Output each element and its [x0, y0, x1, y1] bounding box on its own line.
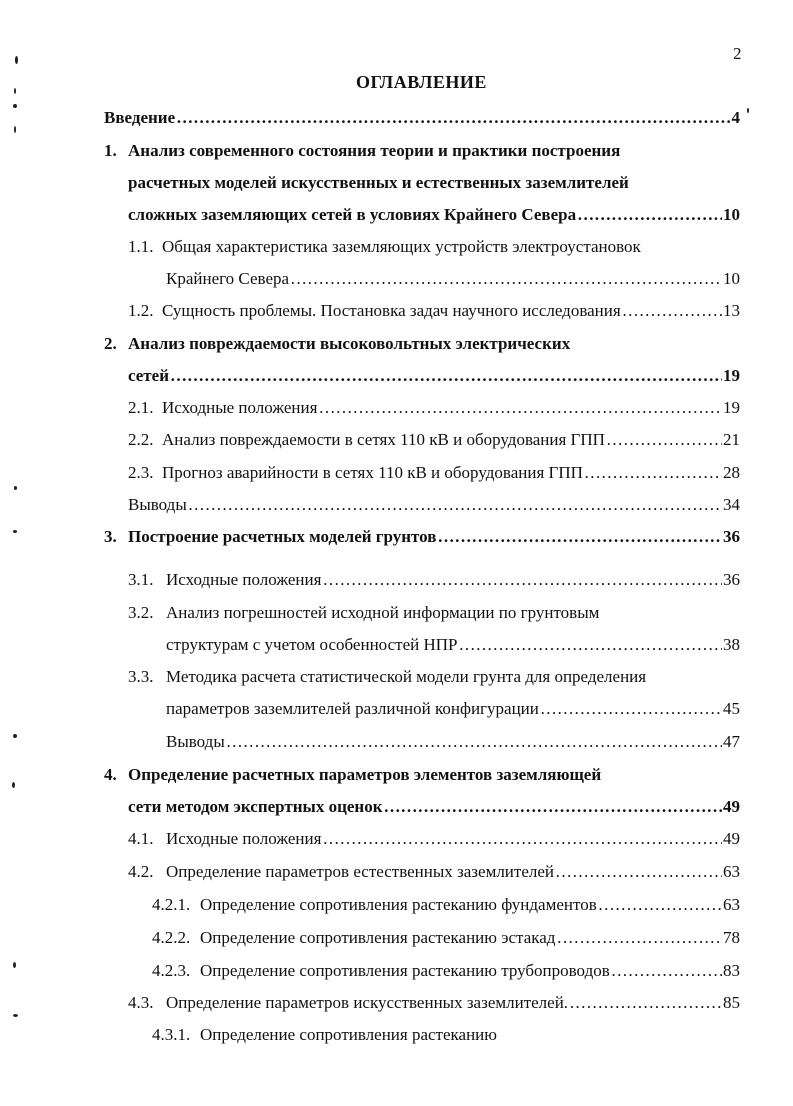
leader-dots — [556, 927, 722, 949]
toc-page-number: 85 — [723, 993, 740, 1012]
toc-page-number: 10 — [723, 205, 740, 224]
toc-section-2-2-number: 2.2. — [128, 430, 154, 449]
toc-section-4-2-1-number: 4.2.1. — [152, 895, 191, 914]
scan-speck — [13, 530, 17, 533]
toc-page-number: 13 — [723, 301, 740, 320]
toc-entry-text: сложных заземляющих сетей в условиях Крайнего Севера — [128, 205, 577, 224]
toc-entry-text: сетей — [128, 366, 169, 385]
scan-speck — [13, 1014, 18, 1017]
toc-chapter-4-line-2[interactable] — [128, 796, 740, 818]
leader-dots — [322, 828, 722, 850]
scan-speck — [15, 56, 18, 64]
toc-section-4-2-3-number: 4.2.3. — [152, 961, 191, 980]
toc-entry-text: Прогноз аварийности в сетях 110 кВ и оборудования ГПП — [162, 463, 583, 482]
toc-section-4-3-1[interactable]: Определение сопротивления растеканию — [200, 1025, 497, 1044]
toc-page-number: 36 — [723, 527, 740, 546]
leader-dots — [622, 300, 722, 322]
toc-page-number: 45 — [723, 699, 740, 718]
toc-section-1-1-number: 1.1. — [128, 237, 154, 256]
toc-section-3-1[interactable] — [166, 569, 740, 591]
scan-speck — [14, 88, 16, 94]
scan-speck — [12, 782, 15, 788]
scan-speck — [13, 104, 17, 108]
toc-section-2-1-number: 2.1. — [128, 398, 154, 417]
toc-section-4-3-1-number: 4.3.1. — [152, 1025, 191, 1044]
toc-chapter-2-line-1[interactable]: Анализ повреждаемости высоковольтных электрических — [128, 334, 571, 353]
toc-entry-text: Введение — [104, 108, 176, 127]
toc-section-4-3[interactable] — [166, 992, 740, 1014]
toc-chapter-2-number: 2. — [104, 334, 117, 353]
leader-dots — [384, 796, 723, 818]
toc-entry-text: структурам с учетом особенностей НПР — [166, 635, 458, 654]
leader-dots — [611, 960, 722, 982]
toc-page-number: 34 — [723, 495, 740, 514]
leader-dots — [322, 569, 722, 591]
toc-section-3-2-line-1[interactable]: Анализ погрешностей исходной информации по грунтовым — [166, 603, 600, 622]
leader-dots — [458, 634, 722, 656]
toc-entry-text: Сущность проблемы. Постановка задач научного исследования — [162, 301, 621, 320]
leader-dots — [555, 861, 722, 883]
toc-section-3-3-line-1[interactable]: Методика расчета статистической модели грунта для определения — [166, 667, 647, 686]
toc-section-3-3-line-2[interactable] — [166, 698, 740, 720]
toc-page-number: 78 — [723, 928, 740, 947]
toc-page-number: 19 — [723, 398, 740, 417]
toc-section-1-2[interactable] — [162, 300, 740, 322]
toc-chapter-3-number: 3. — [104, 527, 117, 546]
toc-chapter-2-line-2[interactable] — [128, 365, 740, 387]
toc-page-number: 83 — [723, 961, 740, 980]
leader-dots — [188, 494, 722, 516]
toc-page-number: 19 — [723, 366, 740, 385]
toc-entry-text: Определение сопротивления растеканию трубопроводов — [200, 961, 610, 980]
toc-chapter-4-line-1[interactable]: Определение расчетных параметров элементов заземляющей — [128, 765, 602, 784]
toc-chapter-4-number: 4. — [104, 765, 117, 784]
toc-section-4-2-2[interactable] — [200, 927, 740, 949]
toc-entry-text: сети методом экспертных оценок — [128, 797, 383, 816]
toc-entry-text: Анализ повреждаемости в сетях 110 кВ и оборудования ГПП — [162, 430, 605, 449]
toc-chapter-1-line-3[interactable] — [128, 204, 740, 226]
toc-section-4-1-number: 4.1. — [128, 829, 154, 848]
toc-section-4-2-number: 4.2. — [128, 862, 154, 881]
page-number: 2 — [733, 44, 742, 63]
leader-dots — [176, 107, 730, 129]
toc-section-1-2-number: 1.2. — [128, 301, 154, 320]
toc-entry-text: Исходные положения — [162, 398, 318, 417]
toc-entry-text: Выводы — [166, 732, 225, 751]
leader-dots — [569, 992, 722, 1014]
leader-dots — [318, 397, 722, 419]
toc-section-3-2-number: 3.2. — [128, 603, 154, 622]
leader-dots — [577, 204, 722, 226]
toc-chapter-1-line-2[interactable]: расчетных моделей искусственных и естественных заземлителей — [128, 173, 629, 192]
scan-speck — [13, 734, 17, 738]
toc-chapter-1-number: 1. — [104, 141, 117, 160]
toc-section-3-3-number: 3.3. — [128, 667, 154, 686]
toc-section-3-2-line-2[interactable] — [166, 634, 740, 656]
scan-speck — [747, 108, 749, 113]
leader-dots — [437, 526, 722, 548]
toc-entry-intro[interactable] — [104, 107, 740, 129]
toc-entry-text: Выводы — [128, 495, 187, 514]
toc-page-number: 28 — [723, 463, 740, 482]
toc-page-number: 4 — [731, 108, 740, 127]
toc-chapter-3[interactable] — [128, 526, 740, 548]
leader-dots — [290, 268, 722, 290]
toc-page-number: 36 — [723, 570, 740, 589]
toc-entry-text: Определение сопротивления растеканию эстакад — [200, 928, 556, 947]
toc-entry-text: Определение сопротивления растеканию фундаментов — [200, 895, 597, 914]
toc-section-2-3-number: 2.3. — [128, 463, 154, 482]
toc-section-2-2[interactable] — [162, 429, 740, 451]
toc-section-1-1-line-1[interactable]: Общая характеристика заземляющих устройств электроустановок — [162, 237, 641, 256]
toc-section-4-2[interactable] — [166, 861, 740, 883]
toc-section-4-1[interactable] — [166, 828, 740, 850]
toc-entry-text: Исходные положения — [166, 829, 322, 848]
toc-entry-text: Крайнего Севера — [166, 269, 290, 288]
leader-dots — [540, 698, 722, 720]
toc-section-2-1[interactable] — [162, 397, 740, 419]
toc-section-4-3-number: 4.3. — [128, 993, 154, 1012]
leader-dots — [606, 429, 722, 451]
toc-page-number: 63 — [723, 895, 740, 914]
scan-speck — [13, 962, 16, 968]
toc-entry-text: Исходные положения — [166, 570, 322, 589]
toc-page-number: 63 — [723, 862, 740, 881]
toc-chapter-1-line-1[interactable]: Анализ современного состояния теории и практики построения — [128, 141, 621, 160]
toc-page-number: 38 — [723, 635, 740, 654]
toc-page-number: 49 — [723, 829, 740, 848]
leader-dots — [170, 365, 722, 387]
toc-page-number: 49 — [723, 797, 740, 816]
toc-section-1-1-line-2[interactable] — [166, 268, 740, 290]
toc-conclusions-2[interactable] — [128, 494, 740, 516]
toc-section-4-2-1[interactable] — [200, 894, 740, 916]
toc-page-number: 47 — [723, 732, 740, 751]
toc-entry-text: Определение параметров естественных заземлителей — [166, 862, 555, 881]
toc-section-4-2-2-number: 4.2.2. — [152, 928, 191, 947]
scan-speck — [14, 126, 16, 133]
toc-entry-text: Определение параметров искусственных заземлителей. — [166, 993, 569, 1012]
leader-dots — [226, 731, 722, 753]
toc-section-2-3[interactable] — [162, 462, 740, 484]
leader-dots — [598, 894, 722, 916]
toc-page-number: 21 — [723, 430, 740, 449]
leader-dots — [584, 462, 722, 484]
toc-entry-text: параметров заземлителей различной конфигурации — [166, 699, 539, 718]
toc-entry-text: Построение расчетных моделей грунтов — [128, 527, 437, 546]
toc-conclusions-3[interactable] — [166, 731, 740, 753]
toc-section-3-1-number: 3.1. — [128, 570, 154, 589]
toc-section-4-2-3[interactable] — [200, 960, 740, 982]
scan-speck — [14, 486, 17, 490]
page-title: ОГЛАВЛЕНИЕ — [356, 72, 487, 92]
toc-page-number: 10 — [723, 269, 740, 288]
